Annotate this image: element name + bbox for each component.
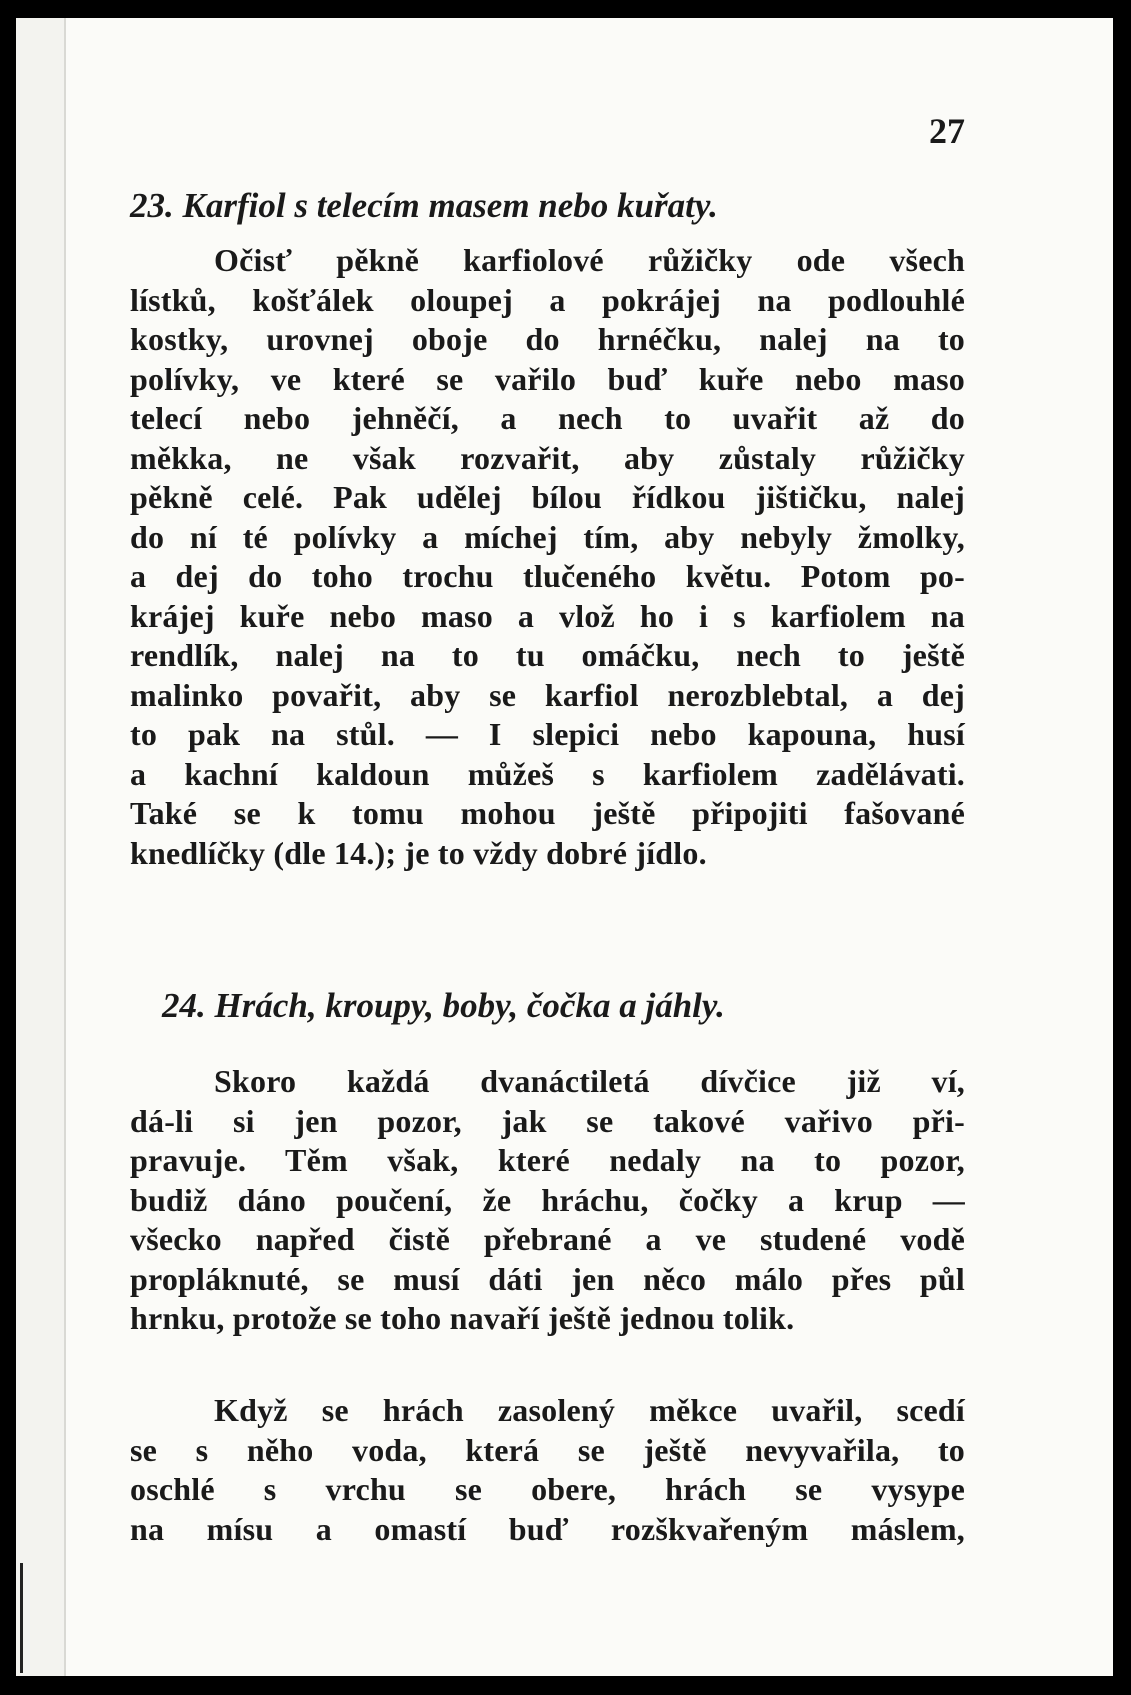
- section-24-paragraph-1: [130, 1062, 965, 1339]
- text-line: pravuje. Těm však, které nedaly na to pozor,: [130, 1142, 965, 1178]
- text-line: všecko napřed čistě přebrané a ve studené vodě: [130, 1221, 965, 1257]
- text-line: telecí nebo jehněčí, a nech to uvařit až do: [130, 400, 965, 436]
- text-line: propláknuté, se musí dáti jen něco málo přes půl: [130, 1260, 965, 1297]
- text-line: oschlé s vrchu se obere, hrách se vysype: [130, 1471, 965, 1507]
- book-page: [16, 18, 1113, 1676]
- text-line: rendlík, nalej na to tu omáčku, nech to ještě: [130, 637, 965, 673]
- text-line: měkka, ne však rozvařit, aby zůstaly růžičky: [130, 439, 965, 476]
- text-line: dá-li si jen pozor, jak se takové vařivo při-: [130, 1102, 965, 1139]
- text-line: a dej do toho trochu tlučeného květu. Potom po-: [130, 558, 965, 594]
- section-24-number: 24.: [162, 986, 206, 1025]
- text-line: na mísu a omastí buď rozškvařeným máslem,: [130, 1510, 965, 1547]
- text-line: knedlíčky (dle 14.); je to vždy dobré jídlo.: [130, 834, 707, 871]
- text-line: budiž dáno poučení, že hráchu, čočky a krup —: [130, 1181, 965, 1218]
- text-line: Když se hrách zasolený měkce uvařil, scedí: [214, 1392, 965, 1428]
- text-line: pěkně celé. Pak udělej bílou řídkou jištičku, nalej: [130, 479, 965, 515]
- text-line: Očisť pěkně karfiolové růžičky ode všech: [214, 242, 965, 278]
- section-24-heading: [162, 986, 725, 1026]
- page-number: 27: [929, 111, 965, 151]
- section-23-title: Karfiol s telecím masem nebo kuřaty.: [182, 186, 718, 225]
- text-line: hrnku, protože se toho navaří ještě jednou tolik.: [130, 1300, 795, 1336]
- text-line: polívky, ve které se vařilo buď kuře nebo maso: [130, 360, 965, 397]
- facing-page-edge: [16, 18, 66, 1676]
- binding-mark: [20, 1563, 23, 1673]
- text-line: a kachní kaldoun můžeš s karfiolem zadělávati.: [130, 755, 965, 792]
- text-line: krájej kuře nebo maso a vlož ho i s karfiolem na: [130, 597, 965, 634]
- text-line: lístků, košťálek oloupej a pokrájej na podlouhlé: [130, 281, 965, 318]
- text-line: to pak na stůl. — I slepici nebo kapouna, husí: [130, 716, 965, 752]
- section-23-number: 23.: [130, 186, 174, 225]
- text-line: Také se k tomu mohou ještě připojiti fašované: [130, 795, 965, 831]
- text-line: do ní té polívky a míchej tím, aby nebyly žmolky,: [130, 518, 965, 555]
- text-line: kostky, urovnej oboje do hrnéčku, nalej na to: [130, 321, 965, 357]
- section-24-title: Hrách, kroupy, boby, čočka a jáhly.: [214, 986, 725, 1025]
- section-23-heading: [130, 186, 718, 226]
- section-24-paragraph-2: [130, 1391, 965, 1549]
- text-line: se s něho voda, která se ještě nevyvařila, to: [130, 1431, 965, 1468]
- section-23-paragraph: [130, 241, 965, 873]
- text-line: malinko povařit, aby se karfiol nerozblebtal, a dej: [130, 676, 965, 713]
- text-line: Skoro každá dvanáctiletá dívčice již ví,: [214, 1063, 965, 1099]
